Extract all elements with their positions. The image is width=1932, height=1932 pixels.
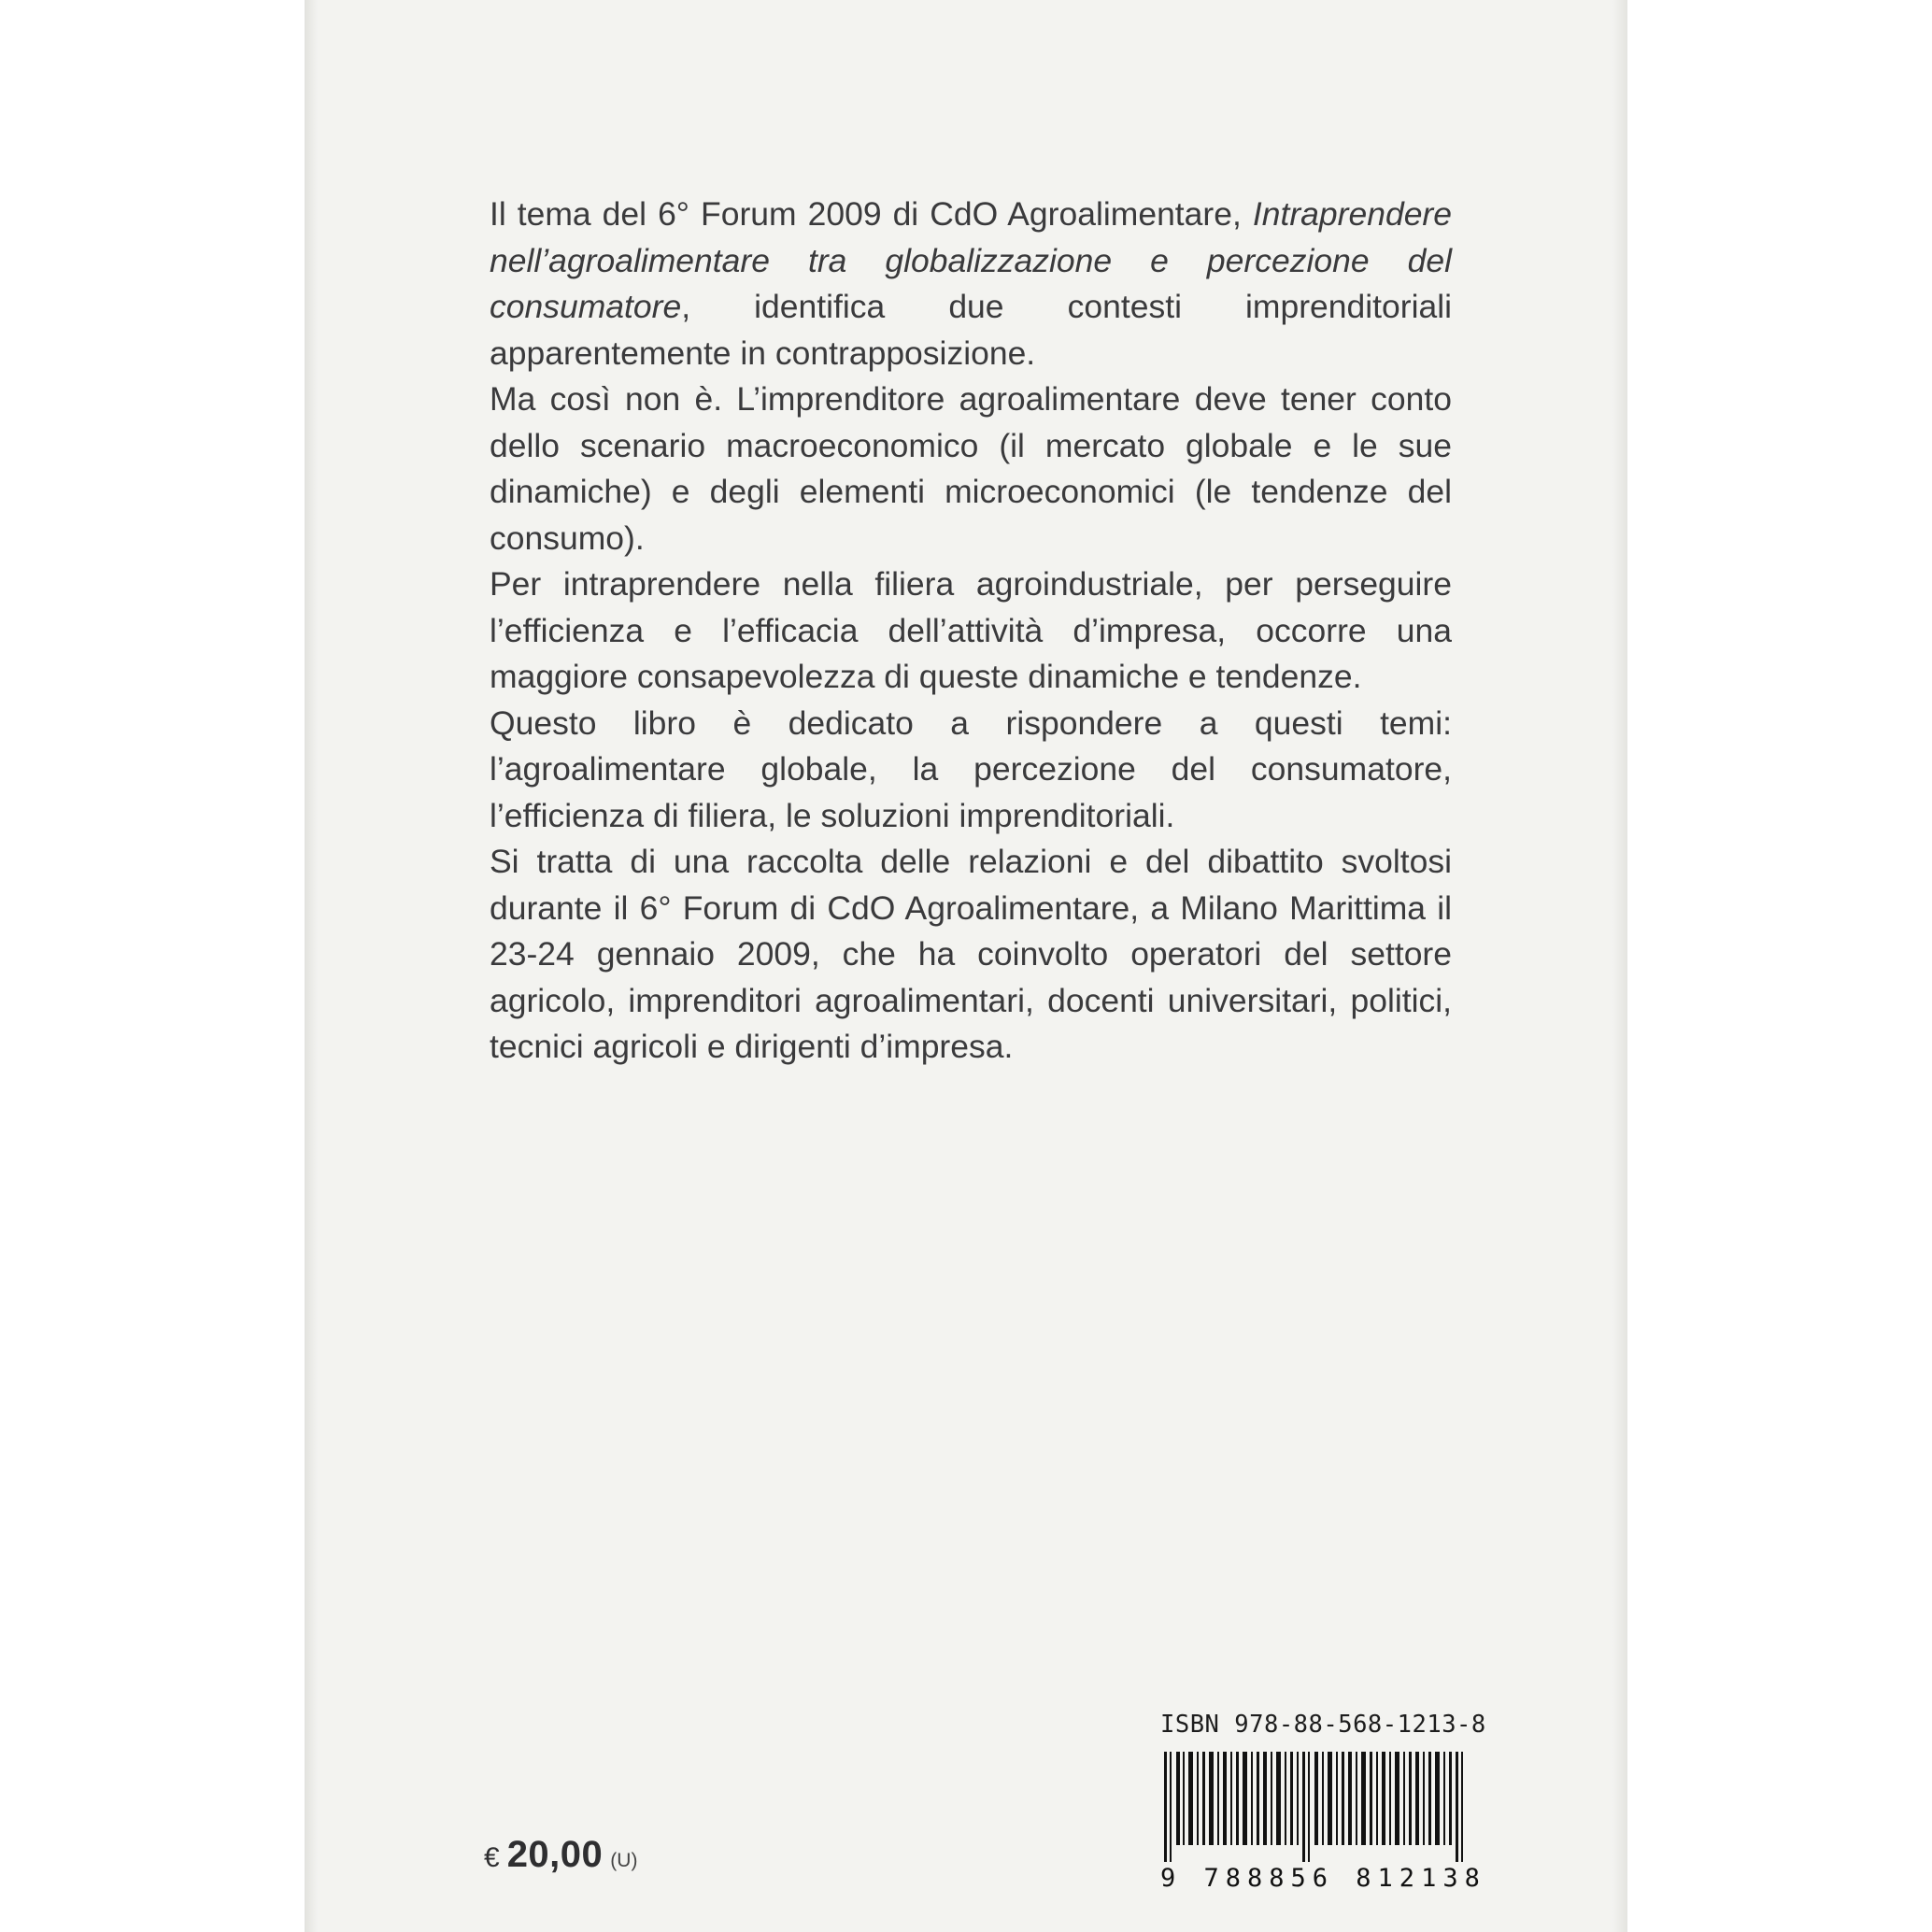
price-suffix: (U) (610, 1850, 638, 1871)
isbn-text: ISBN 978-88-568-1213-8 (1160, 1711, 1486, 1739)
price-block (484, 1834, 637, 1876)
blurb-run-plain: Il tema del 6° Forum 2009 di CdO Agroalimentare, (490, 195, 1253, 233)
blurb-paragraph-4: Questo libro è dedicato a rispondere a questi temi: l’agroalimentare globale, la percezione del consumatore, l’efficienza di filiera, le soluzioni imprenditoriali. (490, 703, 1452, 834)
isbn-block (1160, 1711, 1486, 1893)
barcode-icon (1160, 1752, 1467, 1862)
back-cover-blurb (490, 192, 1452, 1071)
barcode-digits: 9 788856 812138 (1160, 1864, 1486, 1893)
blurb-run-plain-tail: , identifica due contesti imprenditoriali apparentemente in contrapposizione. (490, 288, 1452, 372)
blurb-paragraph-5: Si tratta di una raccolta delle relazioni e del dibattito svoltosi durante il 6° Forum di CdO Agroalimentare, a Milano Marittima il 23-24 gennaio 2009, che ha coinvolto operatori del settore agricolo, imprenditori agroalimentari, docenti universitari, politici, tecnici agricoli e dirigenti d’impresa. (490, 843, 1452, 1065)
price-value: 20,00 (506, 1834, 604, 1875)
blurb-paragraph-3: Per intraprendere nella filiera agroindustriale, per perseguire l’efficienza e l’efficacia dell’attività d’impresa, occorre una maggiore consapevolezza di queste dinamiche e tendenze. (490, 565, 1452, 695)
blurb-paragraph-2: Ma così non è. L’imprenditore agroalimentare deve tener conto dello scenario macroeconomico (il mercato globale e le sue dinamiche) e degli elementi microeconomici (le tendenze del consumo). (490, 380, 1452, 557)
book-back-cover (305, 0, 1627, 1932)
euro-symbol-icon: € (484, 1842, 500, 1873)
blurb-paragraph-1 (490, 192, 1452, 376)
blurb-run-italic-title: Intraprendere nell’agroalimentare tra globalizzazione e percezione del consumatore (490, 195, 1452, 325)
